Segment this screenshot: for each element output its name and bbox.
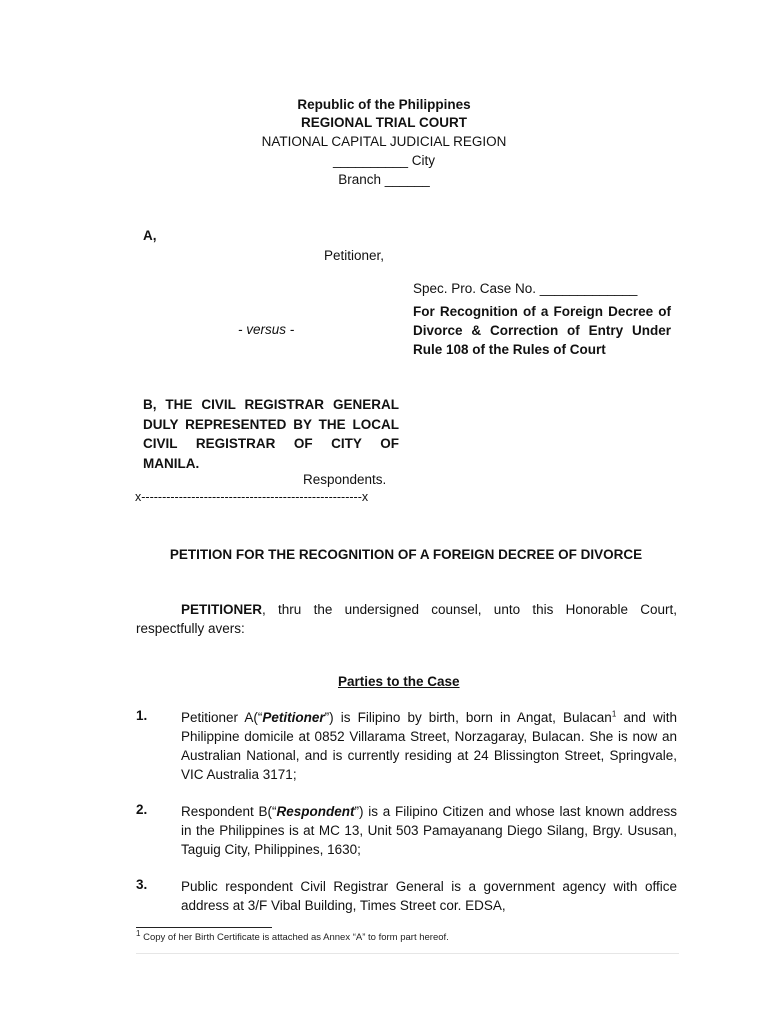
versus-label: - versus - xyxy=(238,322,295,337)
intro-lead: PETITIONER xyxy=(181,602,263,617)
section-heading: Parties to the Case xyxy=(338,674,460,689)
item-text xyxy=(181,708,677,784)
item-number: 3. xyxy=(136,877,148,892)
header-city: __________ City xyxy=(332,153,436,168)
respondents-label: Respondents. xyxy=(303,472,387,487)
footnote-text: Copy of her Birth Certificate is attached as Annex “A” to form part hereof. xyxy=(140,932,449,943)
petitioner-label: Petitioner, xyxy=(324,248,385,263)
item-text-pre: Respondent B(“ xyxy=(181,804,277,819)
case-number: Spec. Pro. Case No. _____________ xyxy=(413,281,638,296)
header-court: REGIONAL TRIAL COURT xyxy=(300,115,467,130)
header-branch: Branch ______ xyxy=(338,172,430,187)
header-region: NATIONAL CAPITAL JUDICIAL REGION xyxy=(261,134,507,149)
petition-title: PETITION FOR THE RECOGNITION OF A FOREIGN DECREE OF DIVORCE xyxy=(169,547,643,562)
case-title: For Recognition of a Foreign Decree of Divorce & Correction of Entry Under Rule 108 of the Rules of Court xyxy=(413,304,671,357)
item-text-pre: Petitioner A(“ xyxy=(181,710,263,725)
item-number: 2. xyxy=(136,802,148,817)
intro-paragraph xyxy=(136,600,677,638)
item-number: 1. xyxy=(136,708,148,723)
footnote xyxy=(136,928,449,943)
item-text-mid: ”) is Filipino by birth, born in Angat, Bulacan xyxy=(324,710,612,725)
caption-separator: x-----------------------------------------------------x xyxy=(135,490,369,504)
footnote-reference: 1 xyxy=(611,709,617,719)
footnote-number: 1 xyxy=(136,928,141,938)
respondents-text: B, THE CIVIL REGISTRAR GENERAL DULY REPRESENTED BY THE LOCAL CIVIL REGISTRAR OF CITY OF MANILA. xyxy=(143,397,399,471)
intro-rest: , thru the undersigned counsel, unto this Honorable Court, respectfully avers: xyxy=(136,602,677,636)
petitioner-name: A, xyxy=(143,228,157,243)
footnote-divider xyxy=(136,927,272,928)
item-emphasis: Respondent xyxy=(276,804,355,819)
header-republic: Republic of the Philippines xyxy=(297,97,471,112)
item-text-mid: ”) is a Filipino Citizen and whose last known address in the Philippines is at MC 13, Unit 503 Pamayanang Diego Silang, Brgy. Ususan, Taguig City, Philippines, 1630; xyxy=(181,804,677,857)
page-bottom-divider xyxy=(136,953,679,954)
item-text xyxy=(181,802,677,859)
item-emphasis: Petitioner xyxy=(262,710,325,725)
item-text: Public respondent Civil Registrar General is a government agency with office address at 3/F Vibal Building, Times Street cor. EDSA, xyxy=(181,879,677,913)
item-text-post: and with Philippine domicile at 0852 Villarama Street, Norzagaray, Bulacan. She is now an Australian National, and is currently residing at 24 Blissington Street, Springvale, VIC Australia 3171; xyxy=(181,710,677,782)
